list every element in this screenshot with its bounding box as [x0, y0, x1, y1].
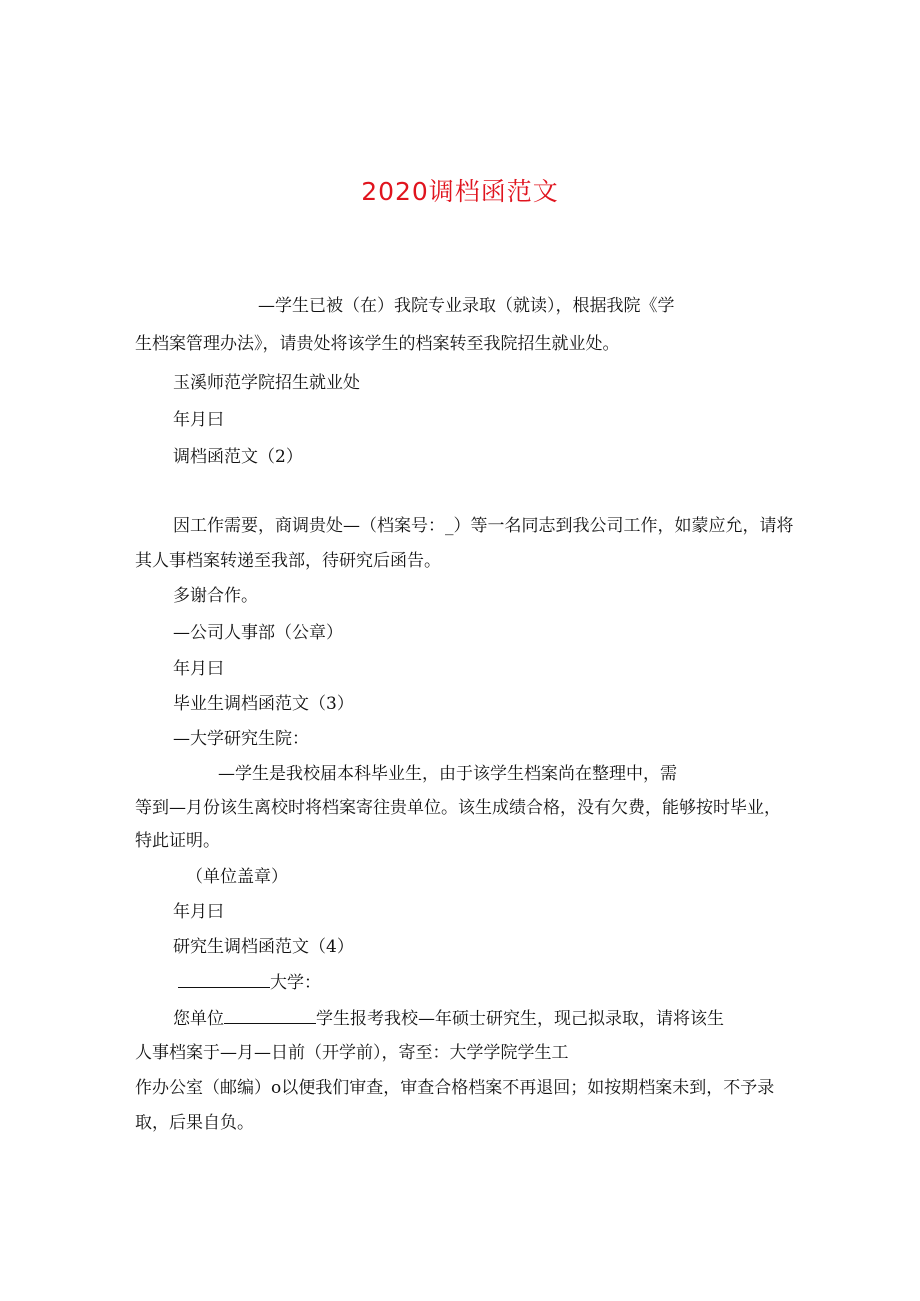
letter4-para-line4: 取，后果自负。: [135, 1113, 254, 1133]
letter4-para-prefix: 您单位: [173, 1009, 224, 1029]
blank-line: [224, 1006, 316, 1024]
letter4-salutation-suffix: 大学：: [270, 973, 321, 993]
blank-line: [178, 970, 270, 988]
letter1-para-line1: —学生已被（在）我院专业录取（就读），根据我院《学: [258, 296, 675, 316]
letter3-seal: （单位盖章）: [186, 867, 288, 887]
letter2-date: 年月曰: [173, 659, 224, 679]
letter4-heading: 研究生调档函范文（4）: [173, 937, 354, 957]
letter3-heading: 毕业生调档函范文（3）: [173, 694, 354, 714]
letter3-salutation: —大学研究生院：: [173, 729, 309, 749]
letter2-heading: 调档函范文（2）: [173, 447, 303, 467]
letter4-para-line1: [173, 1006, 724, 1031]
letter4-para-line3: 作办公室（邮编）o以便我们审查，审查合格档案不再退回；如按期档案未到，不予录: [135, 1078, 775, 1098]
letter4-salutation: [178, 970, 321, 995]
letter1-signature: 玉溪师范学院招生就业处: [173, 373, 360, 393]
letter1-date: 年月曰: [173, 410, 224, 430]
letter3-date: 年月曰: [173, 902, 224, 922]
letter4-para-line1-rest: 学生报考我校—年硕士研究生，现己拟录取，请将该生: [316, 1009, 724, 1029]
letter1-para-line2: 生档案管理办法》，请贵处将该学生的档案转至我院招生就业处。: [135, 334, 620, 354]
letter4-para-line2: 人事档案于—月—日前（开学前），寄至：大学学院学生工: [135, 1043, 569, 1063]
letter2-para-line1: 因工作需要，商调贵处—（档案号：_）等一名同志到我公司工作，如蒙应允，请将: [173, 516, 794, 536]
letter3-para-line2: 等到—月份该生离校时将档案寄往贵单位。该生成绩合格，没有欠费，能够按时毕业，: [135, 798, 781, 818]
page-title: 2020调档函范文: [361, 177, 559, 206]
letter3-para-line3: 特此证明。: [135, 831, 220, 851]
letter2-para-line2: 其人事档案转递至我部，待研究后函告。: [135, 551, 441, 571]
letter2-thanks: 多谢合作。: [173, 586, 258, 606]
letter3-para-line1: —学生是我校届本科毕业生，由于该学生档案尚在整理中，需: [218, 764, 677, 784]
letter2-signature: —公司人事部（公章）: [173, 623, 343, 643]
